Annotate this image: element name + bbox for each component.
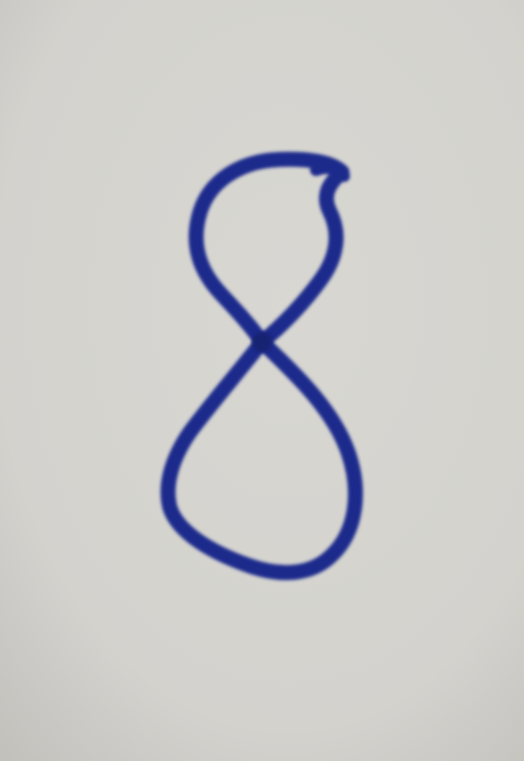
digit-upper-loop (196, 159, 342, 342)
digit-crossing-ink-dot (252, 332, 272, 352)
digit-lower-loop (168, 342, 355, 573)
